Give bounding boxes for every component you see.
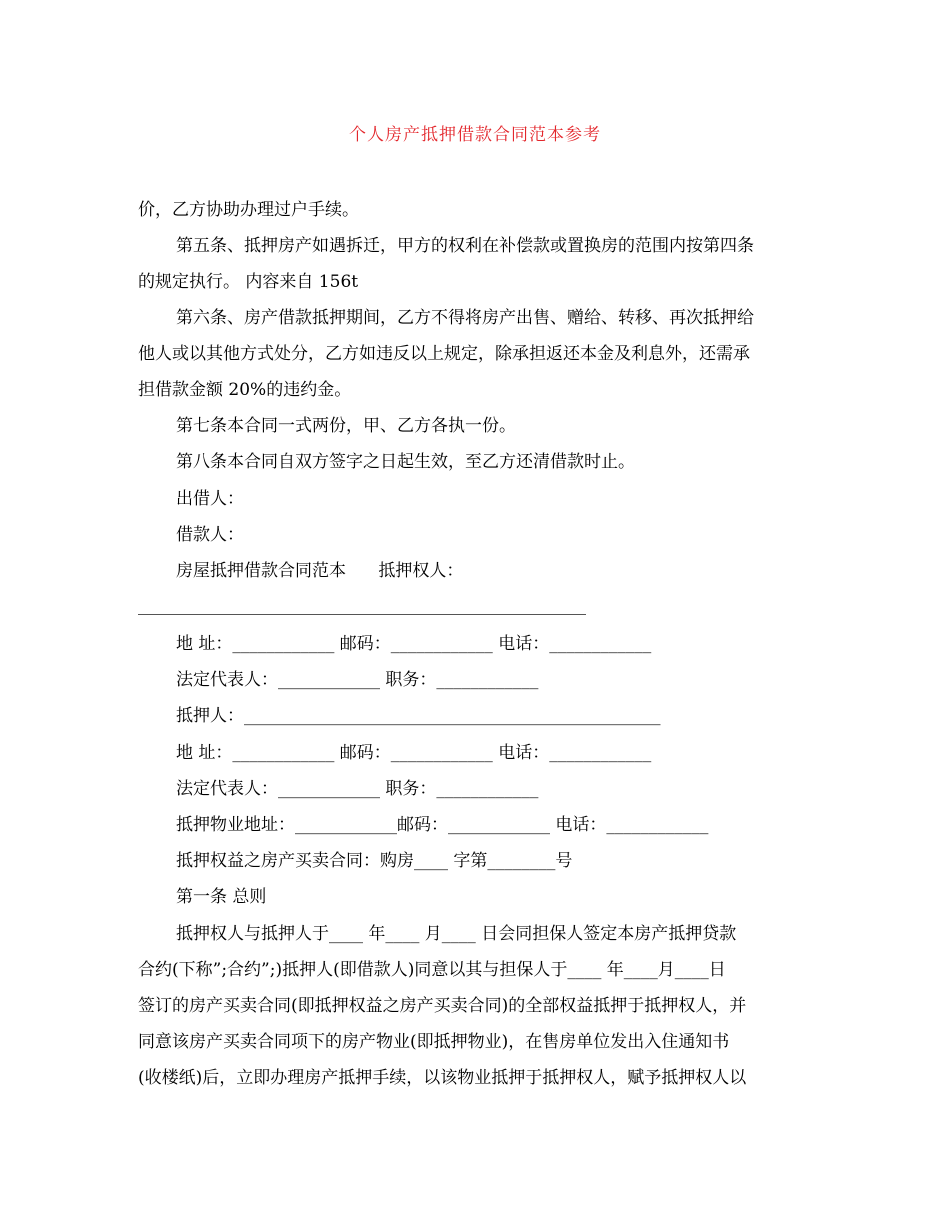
paragraph-line: 价，乙方协助办理过户手续。 — [138, 200, 359, 220]
mortgagee-label: 房屋抵押借款合同范本 抵押权人： — [176, 561, 464, 581]
paragraph-line: 同意该房产买卖合同项下的房产物业(即抵押物业)，在售房单位发出入住通知书 — [138, 1032, 730, 1052]
separator-line — [138, 614, 586, 615]
borrower-label: 借款人： — [176, 525, 244, 545]
paragraph-line: 签订的房产买卖合同(即抵押权益之房产买卖合同)的全部权益抵押于抵押权人，并 — [138, 996, 747, 1016]
form-line: 法定代表人：____________ 职务：____________ — [176, 670, 539, 690]
paragraph-line: 第七条本合同一式两份，甲、乙方各执一份。 — [176, 416, 516, 436]
form-line: 地 址：____________ 邮码：____________ 电话：____________ — [176, 634, 652, 654]
paragraph-line: 担借款金额 20%的违约金。 — [138, 380, 352, 400]
form-line: 抵押人：_________________________________________________ — [176, 706, 661, 726]
form-line: 法定代表人：____________ 职务：____________ — [176, 779, 539, 799]
paragraph-line: 的规定执行。 内容来自 156t — [138, 272, 359, 292]
paragraph-line: 抵押权人与抵押人于____ 年____ 月____ 日会同担保人签定本房产抵押贷款 — [176, 924, 737, 944]
paragraph-line: 他人或以其他方式处分，乙方如违反以上规定，除承担返还本金及利息外，还需承 — [138, 344, 750, 364]
paragraph-line: 第五条、抵押房产如遇拆迁，甲方的权利在补偿款或置换房的范围内按第四条 — [176, 236, 754, 256]
paragraph-line: 合约(下称”;合约”;)抵押人(即借款人)同意以其与担保人于____ 年____月____日 — [138, 960, 726, 980]
lender-label: 出借人： — [176, 489, 244, 509]
section-heading: 第一条 总则 — [176, 887, 267, 907]
paragraph-line: 第八条本合同自双方签字之日起生效，至乙方还清借款时止。 — [176, 452, 635, 472]
form-line: 抵押物业地址：____________邮码：____________ 电话：____________ — [176, 815, 709, 835]
paragraph-line: (收楼纸)后，立即办理房产抵押手续，以该物业抵押于抵押权人，赋予抵押权人以 — [138, 1068, 747, 1088]
form-line: 抵押权益之房产买卖合同：购房____ 字第________号 — [176, 851, 573, 871]
document-title: 个人房产抵押借款合同范本参考 — [349, 125, 601, 145]
form-line: 地 址：____________ 邮码：____________ 电话：____________ — [176, 743, 652, 763]
paragraph-line: 第六条、房产借款抵押期间，乙方不得将房产出售、赠给、转移、再次抵押给 — [176, 308, 754, 328]
